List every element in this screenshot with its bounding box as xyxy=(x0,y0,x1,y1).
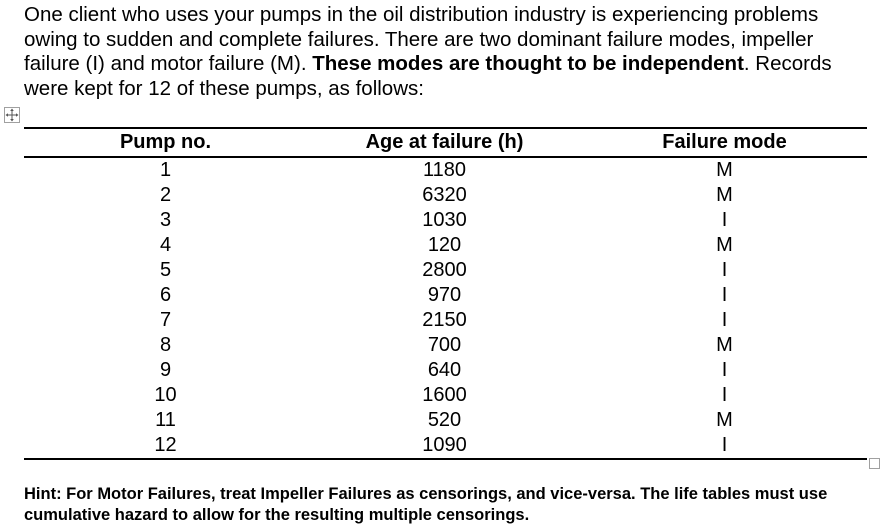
mode-cell: M xyxy=(716,183,733,206)
age-cell: 1180 xyxy=(422,158,466,181)
age-cell: 700 xyxy=(427,333,462,356)
table-move-handle[interactable] xyxy=(4,107,20,123)
pump-number-cell: 6 xyxy=(159,283,172,306)
table-bottom-rule xyxy=(24,458,867,460)
pump-number-cell: 12 xyxy=(154,433,177,456)
pump-number-cell: 2 xyxy=(159,183,172,206)
mode-cell: M xyxy=(716,333,733,356)
mode-cell: I xyxy=(721,308,728,331)
resize-handle-icon[interactable] xyxy=(869,458,880,469)
mode-cell: I xyxy=(721,283,728,306)
table-row xyxy=(24,308,867,333)
table-row xyxy=(24,383,867,408)
pump-number-cell: 11 xyxy=(155,408,176,431)
header-failure-mode: Failure mode xyxy=(662,131,787,153)
age-cell: 1030 xyxy=(422,208,467,231)
mode-cell: M xyxy=(716,408,733,431)
age-cell: 520 xyxy=(427,408,462,431)
problem-statement xyxy=(24,3,874,101)
mode-cell: I xyxy=(721,258,728,281)
age-cell: 970 xyxy=(427,283,462,306)
table-row xyxy=(24,183,867,208)
age-cell: 120 xyxy=(427,233,462,256)
age-cell: 640 xyxy=(427,358,462,381)
table-row xyxy=(24,283,867,308)
move-arrows-icon xyxy=(5,108,19,122)
pump-number-cell: 3 xyxy=(159,208,172,231)
intro-text-part1: One client who uses your pumps in the oil distribution industry is experiencing problems owing to sudden and complete failures. There are two dominant failure modes, impeller failure (I) and motor failure (M). xyxy=(24,3,819,75)
age-cell: 6320 xyxy=(422,183,467,206)
intro-text-part2: . Records were kept for 12 of these pumps, as follows: xyxy=(24,52,832,100)
age-cell: 1090 xyxy=(422,433,467,456)
data-table xyxy=(24,129,867,156)
table-row xyxy=(24,208,867,233)
table-row xyxy=(24,158,867,183)
pump-number-cell: 9 xyxy=(159,358,172,381)
table-row xyxy=(24,333,867,358)
pump-number-cell: 10 xyxy=(154,383,177,406)
pump-number-cell: 1 xyxy=(159,158,172,181)
mode-cell: M xyxy=(716,158,733,181)
intro-text-bold: These modes are thought to be independent xyxy=(312,52,744,75)
table-row xyxy=(24,358,867,383)
hint-text: Hint: For Motor Failures, treat Impeller Failures as censorings, and vice-versa. The life tables must use cumulative hazard to allow for the resulting multiple censorings. xyxy=(24,485,828,524)
table-header-row xyxy=(24,129,867,156)
mode-cell: I xyxy=(721,358,728,381)
table-row xyxy=(24,258,867,283)
pump-number-cell: 5 xyxy=(159,258,172,281)
pump-number-cell: 7 xyxy=(159,308,172,331)
age-cell: 2150 xyxy=(422,308,467,331)
table-row xyxy=(24,408,867,433)
table-row xyxy=(24,433,867,458)
mode-cell: M xyxy=(716,233,733,256)
data-table-body xyxy=(24,158,867,458)
mode-cell: I xyxy=(721,208,728,231)
pump-number-cell: 4 xyxy=(159,233,172,256)
table-row xyxy=(24,233,867,258)
mode-cell: I xyxy=(721,383,728,406)
pump-number-cell: 8 xyxy=(159,333,172,356)
header-pump-no: Pump no. xyxy=(119,131,212,153)
age-cell: 2800 xyxy=(422,258,467,281)
age-cell: 1600 xyxy=(422,383,467,406)
mode-cell: I xyxy=(721,433,728,456)
pump-failure-table xyxy=(24,127,867,460)
header-age-at-failure: Age at failure (h) xyxy=(365,131,524,153)
